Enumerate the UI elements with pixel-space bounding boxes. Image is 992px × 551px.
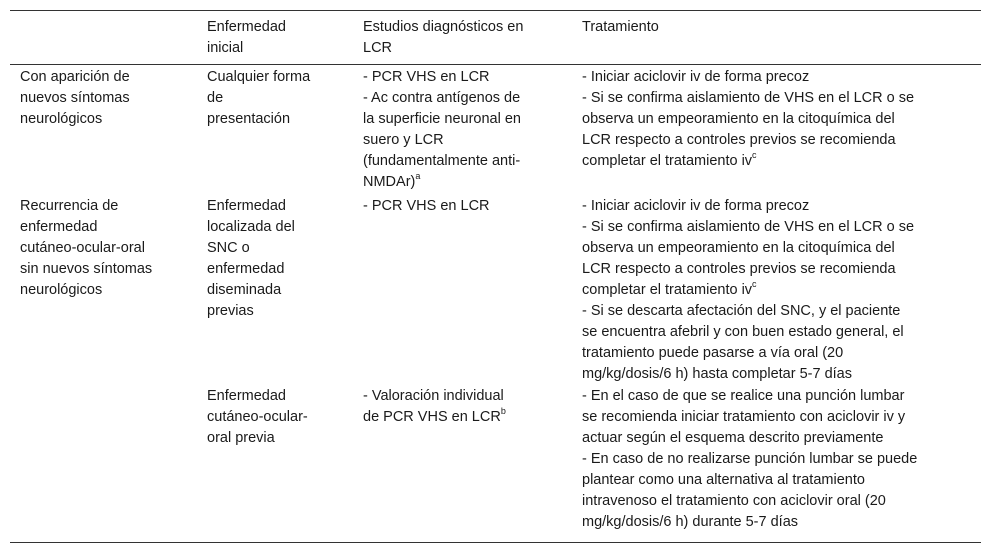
row2-diagnostics: - PCR VHS en LCR [363, 198, 490, 214]
row1-diagnostics [363, 67, 573, 193]
row2-initial-disease: Enfermedad localizada del SNC o enfermedad diseminada previas [207, 198, 295, 319]
row2-condition: Recurrencia de enfermedad cutáneo-ocular-oral sin nuevos síntomas neurológicos [20, 198, 153, 298]
footnote-c: c [752, 150, 757, 161]
row3-treatment: - En el caso de que se realice una punción lumbar se recomienda iniciar tratamiento con aciclovir iv y actuar según el esquema descrito previamente - En caso de no realizarse punción lumbar se puede plantear como una alternativa al tratamiento intravenoso el tratamiento con aciclovir oral (20 mg/kg/dosis/6 h) durante 5-7 días [582, 388, 918, 530]
footnote-c: c [752, 279, 757, 290]
clinical-table [10, 10, 981, 543]
row1-treatment [582, 67, 972, 172]
row2-treatment [582, 196, 972, 385]
row3-diagnostics-text: - Valoración individual de PCR VHS en LCR [363, 388, 504, 425]
header-divider [10, 64, 981, 65]
row1-diagnostics-text: - PCR VHS en LCR - Ac contra antígenos de la superficie neuronal en suero y LCR (fundamentalmente anti- NMDAr) [363, 69, 521, 190]
row2-treatment-part2: - Si se descarta afectación del SNC, y el paciente se encuentra afebril y con buen estado general, el tratamiento puede pasarse a vía oral (20 mg/kg/dosis/6 h) hasta completar 5-7 días [582, 303, 904, 382]
footnote-b: b [500, 406, 506, 417]
row1-treatment-text: - Iniciar aciclovir iv de forma precoz - Si se confirma aislamiento de VHS en el LCR o se observa un empeoramiento en la citoquímica del LCR respecto a controles previos se recomienda completar el tratamiento iv [582, 69, 915, 169]
row1-initial-disease: Cualquier forma de presentación [207, 69, 311, 127]
header-estudios-diagnosticos: Estudios diagnósticos en LCR [363, 19, 524, 56]
footnote-a: a [415, 171, 421, 182]
row1-condition: Con aparición de nuevos síntomas neurológicos [20, 69, 130, 127]
row3-initial-disease: Enfermedad cutáneo-ocular- oral previa [207, 388, 308, 446]
header-tratamiento: Tratamiento [582, 19, 659, 35]
row2-treatment-part1: - Iniciar aciclovir iv de forma precoz - Si se confirma aislamiento de VHS en el LCR o se observa un empeoramiento en la citoquímica del LCR respecto a controles previos se recomienda completar el tratamiento iv [582, 198, 915, 298]
row3-diagnostics [363, 386, 573, 428]
header-enfermedad-inicial: Enfermedad inicial [207, 19, 286, 56]
